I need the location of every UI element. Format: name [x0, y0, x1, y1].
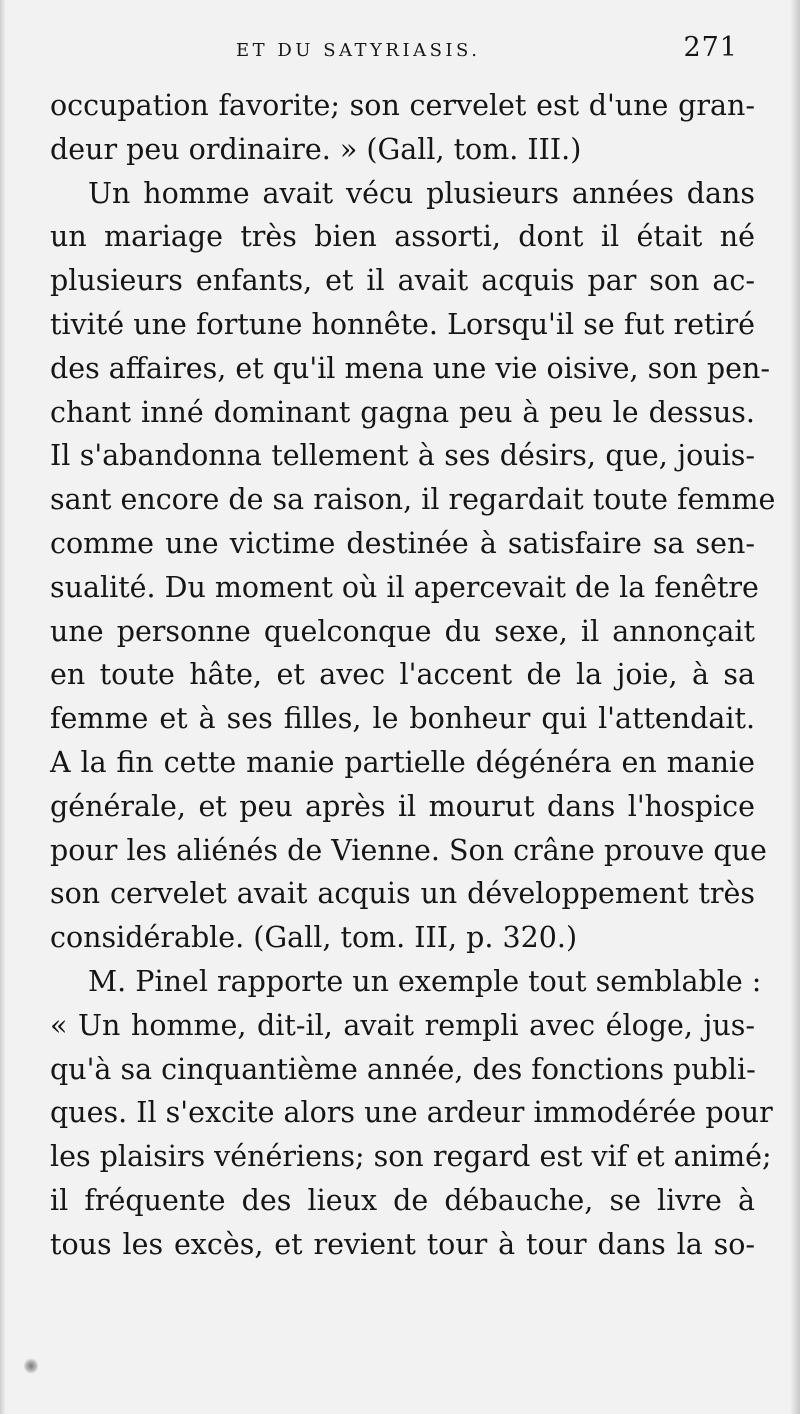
running-title: ET DU SATYRIASIS.: [236, 40, 481, 61]
text-line: sualité. Du moment où il apercevait de la fenêtre: [50, 570, 759, 604]
text-line: il fréquente des lieux de débauche, se livre à: [50, 1183, 755, 1217]
ink-speck: [24, 1358, 38, 1374]
text-line: une personne quelconque du sexe, il annonçait: [50, 614, 755, 648]
paragraph-first-line: Un homme avait vécu plusieurs années dans: [88, 176, 755, 210]
text-line: en toute hâte, et avec l'accent de la joie, à sa: [50, 658, 755, 692]
text-line: considérable. (Gall, tom. III, p. 320.): [50, 921, 578, 955]
text-line: un mariage très bien assorti, dont il était né: [50, 220, 755, 254]
text-line: A la fin cette manie partielle dégénéra en manie: [50, 745, 755, 779]
text-line: ques. Il s'excite alors une ardeur immodérée pour: [50, 1096, 773, 1130]
page-right-edge: [790, 0, 800, 1414]
page-left-edge: [0, 0, 6, 1414]
text-line: « Un homme, dit-il, avait rempli avec éloge, jus-: [50, 1008, 755, 1042]
text-line: occupation favorite; son cervelet est d'une gran-: [50, 89, 755, 122]
text-line: tous les excès, et revient tour à tour dans la so-: [50, 1227, 755, 1261]
paragraph-first-line: M. Pinel rapporte un exemple tout semblable :: [88, 964, 762, 998]
text-line: tivité une fortune honnête. Lorsqu'il se fut retiré: [50, 307, 755, 341]
text-line: plusieurs enfants, et il avait acquis par son ac-: [50, 264, 755, 298]
page-number: 271: [683, 32, 738, 63]
text-line: des affaires, et qu'il mena une vie oisive, son pen-: [50, 351, 770, 385]
text-line: deur peu ordinaire. » (Gall, tom. III.): [50, 132, 582, 166]
text-line: qu'à sa cinquantième année, des fonctions publi-: [50, 1052, 756, 1086]
text-line: son cervelet avait acquis un développement très: [50, 877, 755, 911]
text-line: femme et à ses filles, le bonheur qui l'attendait.: [50, 702, 755, 736]
text-line: Il s'abandonna tellement à ses désirs, que, jouis-: [50, 439, 755, 473]
text-line: pour les aliénés de Vienne. Son crâne prouve que: [50, 833, 767, 867]
text-line: comme une victime destinée à satisfaire sa sen-: [50, 526, 755, 560]
text-line: générale, et peu après il mourut dans l'hospice: [50, 789, 755, 823]
body-text: [50, 84, 776, 1267]
text-line: sant encore de sa raison, il regardait toute femme: [50, 483, 776, 517]
text-line: chant inné dominant gagna peu à peu le dessus.: [50, 395, 755, 429]
text-line: les plaisirs vénériens; son regard est vif et animé;: [50, 1140, 772, 1174]
